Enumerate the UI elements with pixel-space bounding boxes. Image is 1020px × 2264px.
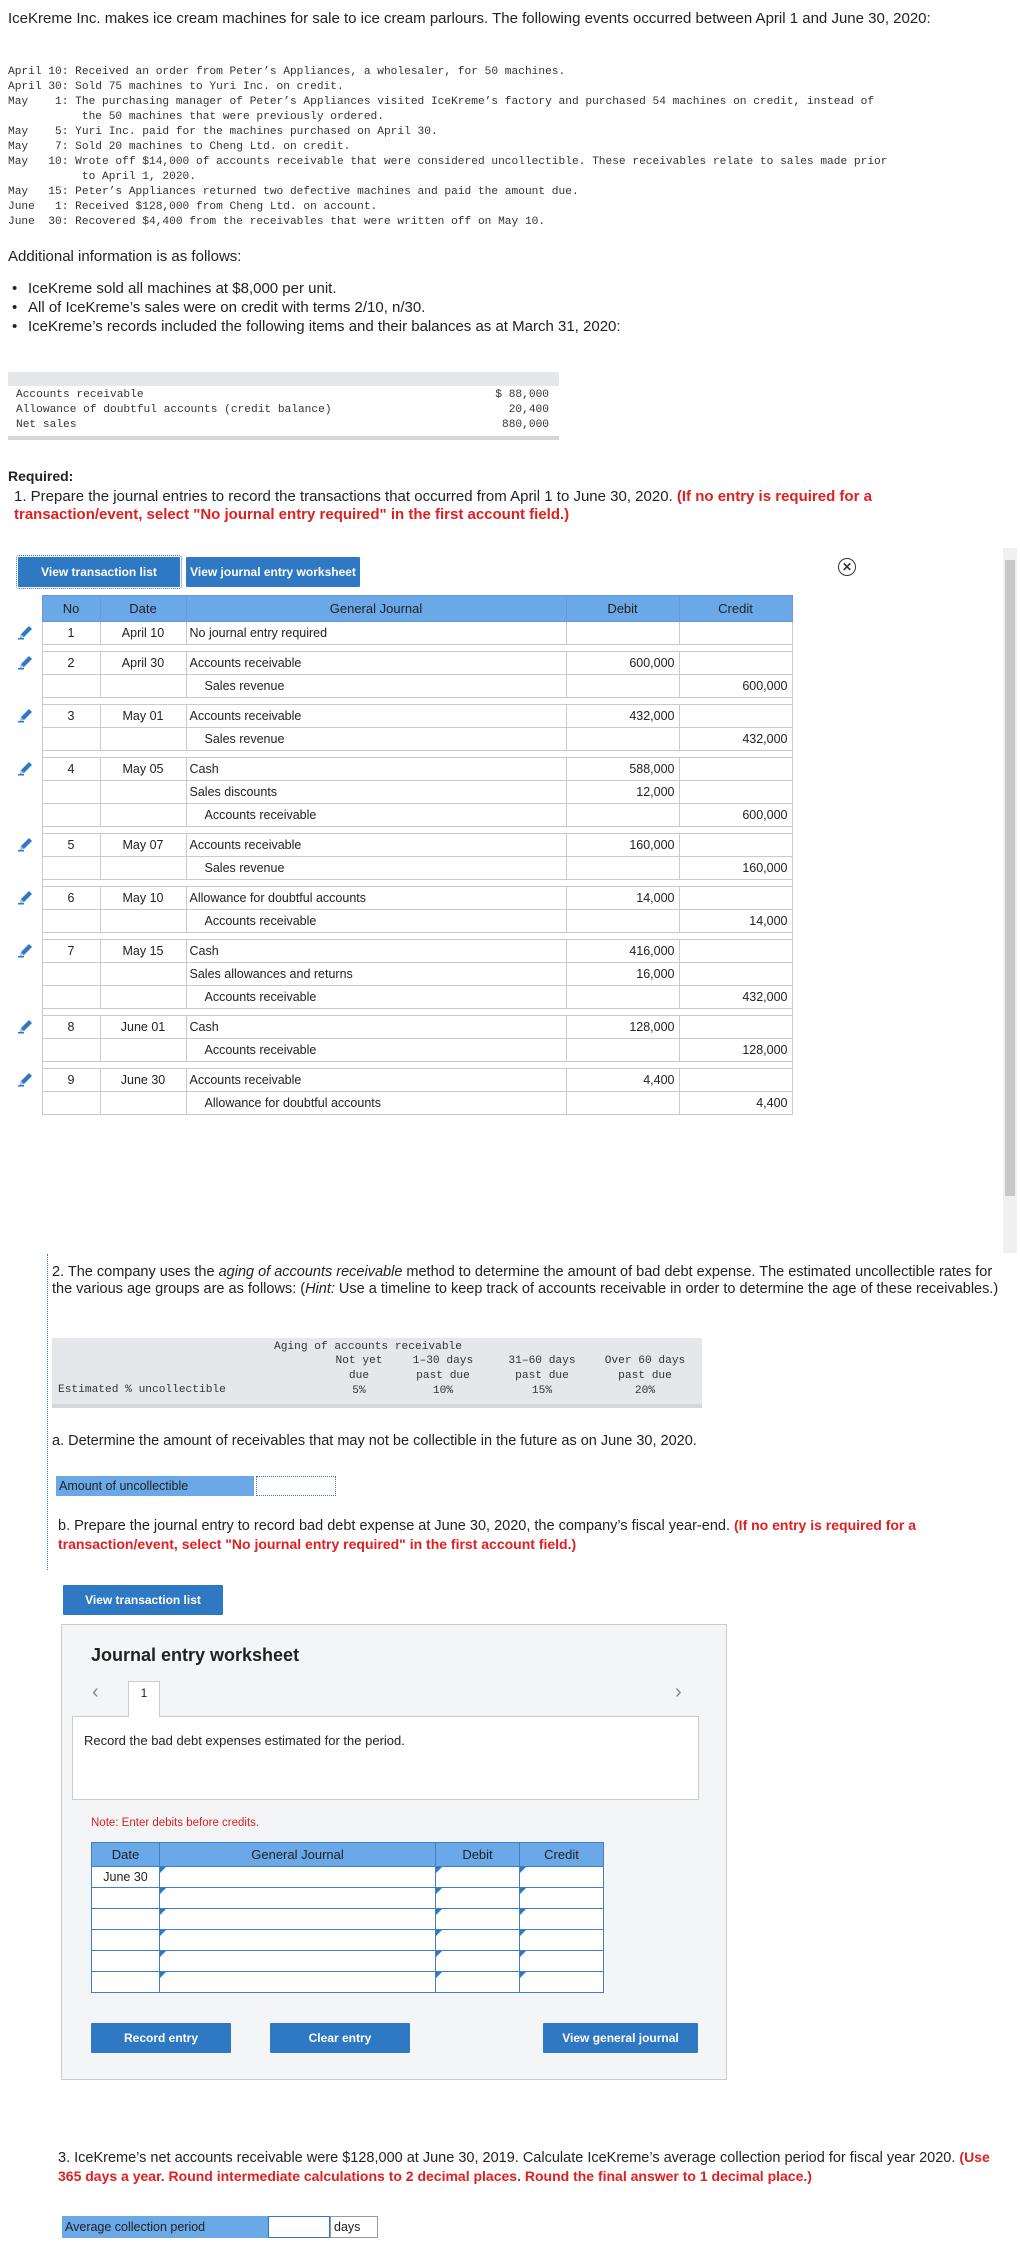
credit-amount: 4,400 bbox=[679, 1092, 792, 1115]
bullet-item: • All of IceKreme’s sales were on credit with terms 2/10, n/30. bbox=[10, 299, 990, 317]
balance-value: 20,400 bbox=[508, 404, 549, 416]
entry-number: 8 bbox=[42, 1016, 100, 1039]
question-2a: a. Determine the amount of receivables that may not be collectible in the future as on June 30, 2020. bbox=[52, 1433, 697, 1449]
edit-entry-3[interactable] bbox=[18, 705, 42, 728]
avg-collection-period-input[interactable] bbox=[268, 2216, 330, 2238]
chevron-left-icon[interactable]: ‹ bbox=[92, 1681, 99, 1703]
journal-row bbox=[18, 758, 792, 781]
balance-label: Net sales bbox=[16, 419, 77, 431]
general-journal-header bbox=[18, 596, 792, 622]
credit-amount: 432,000 bbox=[679, 986, 792, 1009]
question-3-text: 3. IceKreme’s net accounts receivable were $128,000 at June 30, 2019. Calculate IceKreme’s average collection period for fiscal year 2020. bbox=[58, 2150, 956, 2166]
journal-row bbox=[18, 1039, 792, 1062]
journal-row bbox=[18, 622, 792, 645]
aging-col bbox=[405, 1354, 481, 1399]
aging-col-value: 10% bbox=[432, 1385, 454, 1397]
aging-col-head: Over 60 days bbox=[604, 1355, 686, 1367]
debit-amount bbox=[566, 675, 679, 698]
worksheet-date: June 30 bbox=[92, 1867, 160, 1888]
avg-collection-period-unit: days bbox=[330, 2216, 378, 2238]
avg-collection-period-label: Average collection period bbox=[62, 2216, 268, 2238]
amount-uncollectible-label: Amount of uncollectible bbox=[56, 1476, 254, 1496]
edit-entry-8[interactable] bbox=[18, 1016, 42, 1039]
additional-info-list bbox=[10, 280, 990, 337]
required-label: Required: bbox=[8, 468, 74, 484]
credit-amount bbox=[679, 781, 792, 804]
event-line: the 50 machines that were previously ordered. bbox=[8, 111, 384, 123]
entry-date: June 01 bbox=[100, 1016, 186, 1039]
worksheet-row bbox=[92, 1972, 604, 1993]
account-name: Accounts receivable bbox=[186, 910, 566, 933]
worksheet-header-date: Date bbox=[92, 1843, 160, 1867]
aging-col-head: past due bbox=[416, 1370, 470, 1382]
additional-info-title: Additional information is as follows: bbox=[8, 248, 242, 265]
amount-uncollectible-input[interactable] bbox=[256, 1476, 336, 1496]
worksheet-debit-input[interactable] bbox=[436, 1909, 520, 1930]
edit-entry-6[interactable] bbox=[18, 887, 42, 910]
debit-amount bbox=[566, 622, 679, 645]
worksheet-row bbox=[92, 1867, 604, 1888]
account-name: Sales discounts bbox=[186, 781, 566, 804]
worksheet-debit-input[interactable] bbox=[436, 1888, 520, 1909]
aging-row-label: Estimated % uncollectible bbox=[58, 1384, 226, 1396]
journal-row bbox=[18, 986, 792, 1009]
event-line: May 5: Yuri Inc. paid for the machines purchased on April 30. bbox=[8, 126, 438, 138]
worksheet-account-select[interactable] bbox=[160, 1951, 436, 1972]
event-line: May 1: The purchasing manager of Peter’s Appliances visited IceKreme’s factory and purchased 54 machines on credit, instead of bbox=[8, 96, 875, 108]
balance-label: Allowance of doubtful accounts (credit balance) bbox=[16, 404, 332, 416]
entry-date: May 10 bbox=[100, 887, 186, 910]
journal-row bbox=[18, 887, 792, 910]
journal-row bbox=[18, 652, 792, 675]
worksheet-credit-input[interactable] bbox=[520, 1972, 604, 1993]
aging-col-value: 20% bbox=[634, 1385, 656, 1397]
event-line: April 30: Sold 75 machines to Yuri Inc. on credit. bbox=[8, 81, 344, 93]
debit-amount bbox=[566, 804, 679, 827]
aging-table bbox=[52, 1338, 702, 1404]
debit-amount: 16,000 bbox=[566, 963, 679, 986]
view-general-journal-button[interactable]: View general journal bbox=[543, 2023, 698, 2053]
worksheet-account-select[interactable] bbox=[160, 1867, 436, 1888]
debit-amount: 600,000 bbox=[566, 652, 679, 675]
worksheet-header-credit: Credit bbox=[520, 1843, 604, 1867]
aging-col-head: past due bbox=[618, 1370, 672, 1382]
journal-row bbox=[18, 857, 792, 880]
general-journal-table bbox=[18, 595, 793, 1115]
edit-entry-5[interactable] bbox=[18, 834, 42, 857]
event-line: May 10: Wrote off $14,000 of accounts receivable that were considered uncollectible. These receivables relate to sales made prior bbox=[8, 156, 888, 168]
account-name: Accounts receivable bbox=[186, 1069, 566, 1092]
balance-value: 880,000 bbox=[502, 419, 549, 431]
entry-date: May 01 bbox=[100, 705, 186, 728]
aging-col-head: Not yet bbox=[335, 1355, 383, 1367]
debit-amount bbox=[566, 1039, 679, 1062]
view-transaction-list-button-2[interactable]: View transaction list bbox=[63, 1585, 223, 1615]
account-name: Accounts receivable bbox=[186, 1039, 566, 1062]
events-list bbox=[8, 65, 887, 230]
requirement-1-text: 1. Prepare the journal entries to record the transactions that occurred from April 1 to June 30, 2020. bbox=[14, 488, 673, 505]
credit-amount bbox=[679, 705, 792, 728]
entry-number: 2 bbox=[42, 652, 100, 675]
account-name: Sales revenue bbox=[186, 675, 566, 698]
worksheet-debit-input[interactable] bbox=[436, 1930, 520, 1951]
aging-col-head: 31–60 days bbox=[508, 1355, 576, 1367]
pencil-icon[interactable] bbox=[18, 760, 34, 776]
entry-number: 7 bbox=[42, 940, 100, 963]
pencil-icon[interactable] bbox=[18, 624, 34, 640]
worksheet-debit-input[interactable] bbox=[436, 1951, 520, 1972]
edit-entry-2[interactable] bbox=[18, 652, 42, 675]
requirement-1-instruction: (If no entry is required for a transaction/event, select "No journal entry required" in the first account field.) bbox=[14, 488, 872, 523]
account-name: Accounts receivable bbox=[186, 986, 566, 1009]
header-general-journal: General Journal bbox=[186, 596, 566, 622]
worksheet-row bbox=[92, 1930, 604, 1951]
worksheet-instruction: Record the bad debt expenses estimated for the period. bbox=[84, 1733, 405, 1748]
credit-amount: 600,000 bbox=[679, 675, 792, 698]
scrollbar-thumb[interactable] bbox=[1005, 560, 1015, 1196]
account-name: No journal entry required bbox=[186, 622, 566, 645]
journal-row bbox=[18, 1092, 792, 1115]
worksheet-account-select[interactable] bbox=[160, 1909, 436, 1930]
aging-col-value: 15% bbox=[531, 1385, 553, 1397]
worksheet-row bbox=[92, 1888, 604, 1909]
aging-col-head: 1–30 days bbox=[412, 1355, 474, 1367]
entry-number: 5 bbox=[42, 834, 100, 857]
account-name: Accounts receivable bbox=[186, 705, 566, 728]
account-name: Accounts receivable bbox=[186, 834, 566, 857]
entry-number: 6 bbox=[42, 887, 100, 910]
credit-amount bbox=[679, 940, 792, 963]
pencil-icon[interactable] bbox=[18, 654, 34, 670]
debit-amount bbox=[566, 986, 679, 1009]
journal-row bbox=[18, 963, 792, 986]
journal-row bbox=[18, 1016, 792, 1039]
credit-amount: 600,000 bbox=[679, 804, 792, 827]
journal-row bbox=[18, 804, 792, 827]
account-name: Sales allowances and returns bbox=[186, 963, 566, 986]
entry-date: June 30 bbox=[100, 1069, 186, 1092]
balances-header bbox=[8, 372, 559, 386]
aging-footer-bar bbox=[52, 1404, 702, 1408]
account-name: Allowance for doubtful accounts bbox=[186, 1092, 566, 1115]
entry-number: 3 bbox=[42, 705, 100, 728]
close-icon[interactable]: ✕ bbox=[838, 558, 856, 576]
question-2-text: Use a timeline to keep track of accounts receivable in order to determine the age of these receivables.) bbox=[334, 1281, 999, 1297]
entry-number: 4 bbox=[42, 758, 100, 781]
question-2b-instruction: (If no entry is required for a transaction/event, select "No journal entry required" in the first account field.) bbox=[58, 1517, 917, 1552]
journal-row bbox=[18, 705, 792, 728]
credit-amount: 14,000 bbox=[679, 910, 792, 933]
worksheet-header-journal: General Journal bbox=[160, 1843, 436, 1867]
scrollbar[interactable] bbox=[1003, 548, 1017, 1253]
worksheet-debit-input[interactable] bbox=[436, 1867, 520, 1888]
question-2b-text: b. Prepare the journal entry to record bad debt expense at June 30, 2020, the company’s fiscal year-end. bbox=[58, 1518, 730, 1534]
header-credit: Credit bbox=[679, 596, 792, 622]
aging-col-head: due bbox=[348, 1370, 370, 1382]
pencil-icon[interactable] bbox=[18, 889, 34, 905]
credit-amount bbox=[679, 652, 792, 675]
event-line: May 15: Peter’s Appliances returned two defective machines and paid the amount due. bbox=[8, 186, 579, 198]
header-no: No bbox=[42, 596, 100, 622]
debit-amount: 14,000 bbox=[566, 887, 679, 910]
worksheet-account-select[interactable] bbox=[160, 1930, 436, 1951]
header-debit: Debit bbox=[566, 596, 679, 622]
worksheet-credit-input[interactable] bbox=[520, 1909, 604, 1930]
journal-row bbox=[18, 834, 792, 857]
worksheet-debit-input[interactable] bbox=[436, 1972, 520, 1993]
worksheet-instruction-box bbox=[72, 1716, 699, 1800]
account-name: Sales revenue bbox=[186, 728, 566, 751]
aging-col bbox=[324, 1354, 394, 1399]
event-line: June 30: Recovered $4,400 from the receivables that were written off on May 10. bbox=[8, 216, 546, 228]
event-line: to April 1, 2020. bbox=[8, 171, 196, 183]
edit-entry-7[interactable] bbox=[18, 940, 42, 963]
aging-col-value: 5% bbox=[352, 1385, 366, 1397]
entry-date: May 15 bbox=[100, 940, 186, 963]
account-name: Cash bbox=[186, 1016, 566, 1039]
debit-amount bbox=[566, 1092, 679, 1115]
entry-date: May 07 bbox=[100, 834, 186, 857]
worksheet-row bbox=[92, 1951, 604, 1972]
credit-amount bbox=[679, 963, 792, 986]
aging-col-head: past due bbox=[515, 1370, 569, 1382]
pencil-icon[interactable] bbox=[18, 707, 34, 723]
pencil-icon[interactable] bbox=[18, 1018, 34, 1034]
edit-entry-9[interactable] bbox=[18, 1069, 42, 1092]
balances-footer-bar bbox=[8, 436, 559, 440]
worksheet-row bbox=[92, 1909, 604, 1930]
pencil-icon[interactable] bbox=[18, 836, 34, 852]
worksheet-journal-table bbox=[91, 1842, 604, 1993]
question-3-instruction: (Use 365 days a year. Round intermediate calculations to 2 decimal places. Round the final answer to 1 decimal place.) bbox=[58, 2149, 990, 2184]
edit-entry-1[interactable] bbox=[18, 622, 42, 645]
worksheet-header bbox=[92, 1843, 604, 1867]
journal-row bbox=[18, 910, 792, 933]
worksheet-credit-input[interactable] bbox=[520, 1888, 604, 1909]
worksheet-account-select[interactable] bbox=[160, 1972, 436, 1993]
question-2 bbox=[52, 1264, 1002, 1298]
debit-amount: 128,000 bbox=[566, 1016, 679, 1039]
event-line: May 7: Sold 20 machines to Cheng Ltd. on credit. bbox=[8, 141, 351, 153]
credit-amount bbox=[679, 758, 792, 781]
account-name: Cash bbox=[186, 940, 566, 963]
balance-label: Accounts receivable bbox=[16, 389, 144, 401]
header-date: Date bbox=[100, 596, 186, 622]
aging-col bbox=[597, 1354, 693, 1399]
record-entry-button[interactable]: Record entry bbox=[91, 2023, 231, 2053]
pencil-icon[interactable] bbox=[18, 942, 34, 958]
account-name: Sales revenue bbox=[186, 857, 566, 880]
question-2-method: aging of accounts receivable bbox=[218, 1264, 403, 1280]
question-2-text: method to determine the amount of bad debt expense. The estimated uncollectible rates for the various age groups are as follows: ( bbox=[52, 1264, 993, 1297]
entry-number: 9 bbox=[42, 1069, 100, 1092]
bullet-item: • IceKreme’s records included the following items and their balances as at March 31, 2020: bbox=[10, 318, 990, 336]
question-2-text: 2. The company uses the bbox=[52, 1264, 219, 1280]
credit-amount bbox=[679, 1016, 792, 1039]
balances-table bbox=[8, 386, 559, 436]
account-name: Cash bbox=[186, 758, 566, 781]
account-name: Accounts receivable bbox=[186, 652, 566, 675]
debit-amount: 160,000 bbox=[566, 834, 679, 857]
account-name: Allowance for doubtful accounts bbox=[186, 887, 566, 910]
credit-amount bbox=[679, 887, 792, 910]
journal-row bbox=[18, 940, 792, 963]
view-journal-entry-worksheet-button[interactable]: View journal entry worksheet bbox=[186, 557, 360, 587]
worksheet-header-debit: Debit bbox=[436, 1843, 520, 1867]
worksheet-title: Journal entry worksheet bbox=[91, 1645, 300, 1665]
debit-amount bbox=[566, 728, 679, 751]
debit-amount: 12,000 bbox=[566, 781, 679, 804]
entry-date: April 30 bbox=[100, 652, 186, 675]
journal-row bbox=[18, 1069, 792, 1092]
worksheet-account-select[interactable] bbox=[160, 1888, 436, 1909]
view-transaction-list-button[interactable]: View transaction list bbox=[18, 557, 180, 587]
debit-amount: 4,400 bbox=[566, 1069, 679, 1092]
question-2-hint-label: Hint: bbox=[305, 1281, 335, 1297]
credit-amount bbox=[679, 622, 792, 645]
journal-row bbox=[18, 781, 792, 804]
entry-date: April 10 bbox=[100, 622, 186, 645]
clear-entry-button[interactable]: Clear entry bbox=[270, 2023, 410, 2053]
journal-row bbox=[18, 728, 792, 751]
edit-entry-4[interactable] bbox=[18, 758, 42, 781]
worksheet-credit-input[interactable] bbox=[520, 1930, 604, 1951]
entry-number: 1 bbox=[42, 622, 100, 645]
journal-row bbox=[18, 675, 792, 698]
credit-amount bbox=[679, 1069, 792, 1092]
balance-value: $ 88,000 bbox=[495, 389, 549, 401]
event-line: April 10: Received an order from Peter’s Appliances, a wholesaler, for 50 machines. bbox=[8, 66, 566, 78]
debit-amount bbox=[566, 910, 679, 933]
account-name: Accounts receivable bbox=[186, 804, 566, 827]
debit-amount bbox=[566, 857, 679, 880]
entry-date: May 05 bbox=[100, 758, 186, 781]
debit-amount: 432,000 bbox=[566, 705, 679, 728]
aging-col bbox=[502, 1354, 582, 1399]
debit-amount: 588,000 bbox=[566, 758, 679, 781]
journal-entry-worksheet bbox=[61, 1624, 727, 2080]
worksheet-note: Note: Enter debits before credits. bbox=[91, 1817, 260, 1829]
pencil-icon[interactable] bbox=[18, 1071, 34, 1087]
worksheet-tab-1[interactable]: 1 bbox=[128, 1681, 160, 1717]
event-line: June 1: Received $128,000 from Cheng Ltd. on account. bbox=[8, 201, 378, 213]
intro-text: IceKreme Inc. makes ice cream machines for sale to ice cream parlours. The following events occurred between April 1 and June 30, 2020: bbox=[8, 10, 931, 27]
credit-amount bbox=[679, 834, 792, 857]
worksheet-credit-input[interactable] bbox=[520, 1867, 604, 1888]
chevron-right-icon[interactable]: › bbox=[675, 1681, 682, 1703]
credit-amount: 128,000 bbox=[679, 1039, 792, 1062]
credit-amount: 160,000 bbox=[679, 857, 792, 880]
worksheet-credit-input[interactable] bbox=[520, 1951, 604, 1972]
question-2b bbox=[58, 1516, 1003, 1554]
requirement-1 bbox=[14, 488, 914, 524]
section-2-marker bbox=[47, 1254, 48, 1570]
bullet-item: • IceKreme sold all machines at $8,000 per unit. bbox=[10, 280, 990, 298]
question-3 bbox=[58, 2148, 1003, 2186]
aging-title: Aging of accounts receivable bbox=[274, 1341, 462, 1353]
debit-amount: 416,000 bbox=[566, 940, 679, 963]
credit-amount: 432,000 bbox=[679, 728, 792, 751]
